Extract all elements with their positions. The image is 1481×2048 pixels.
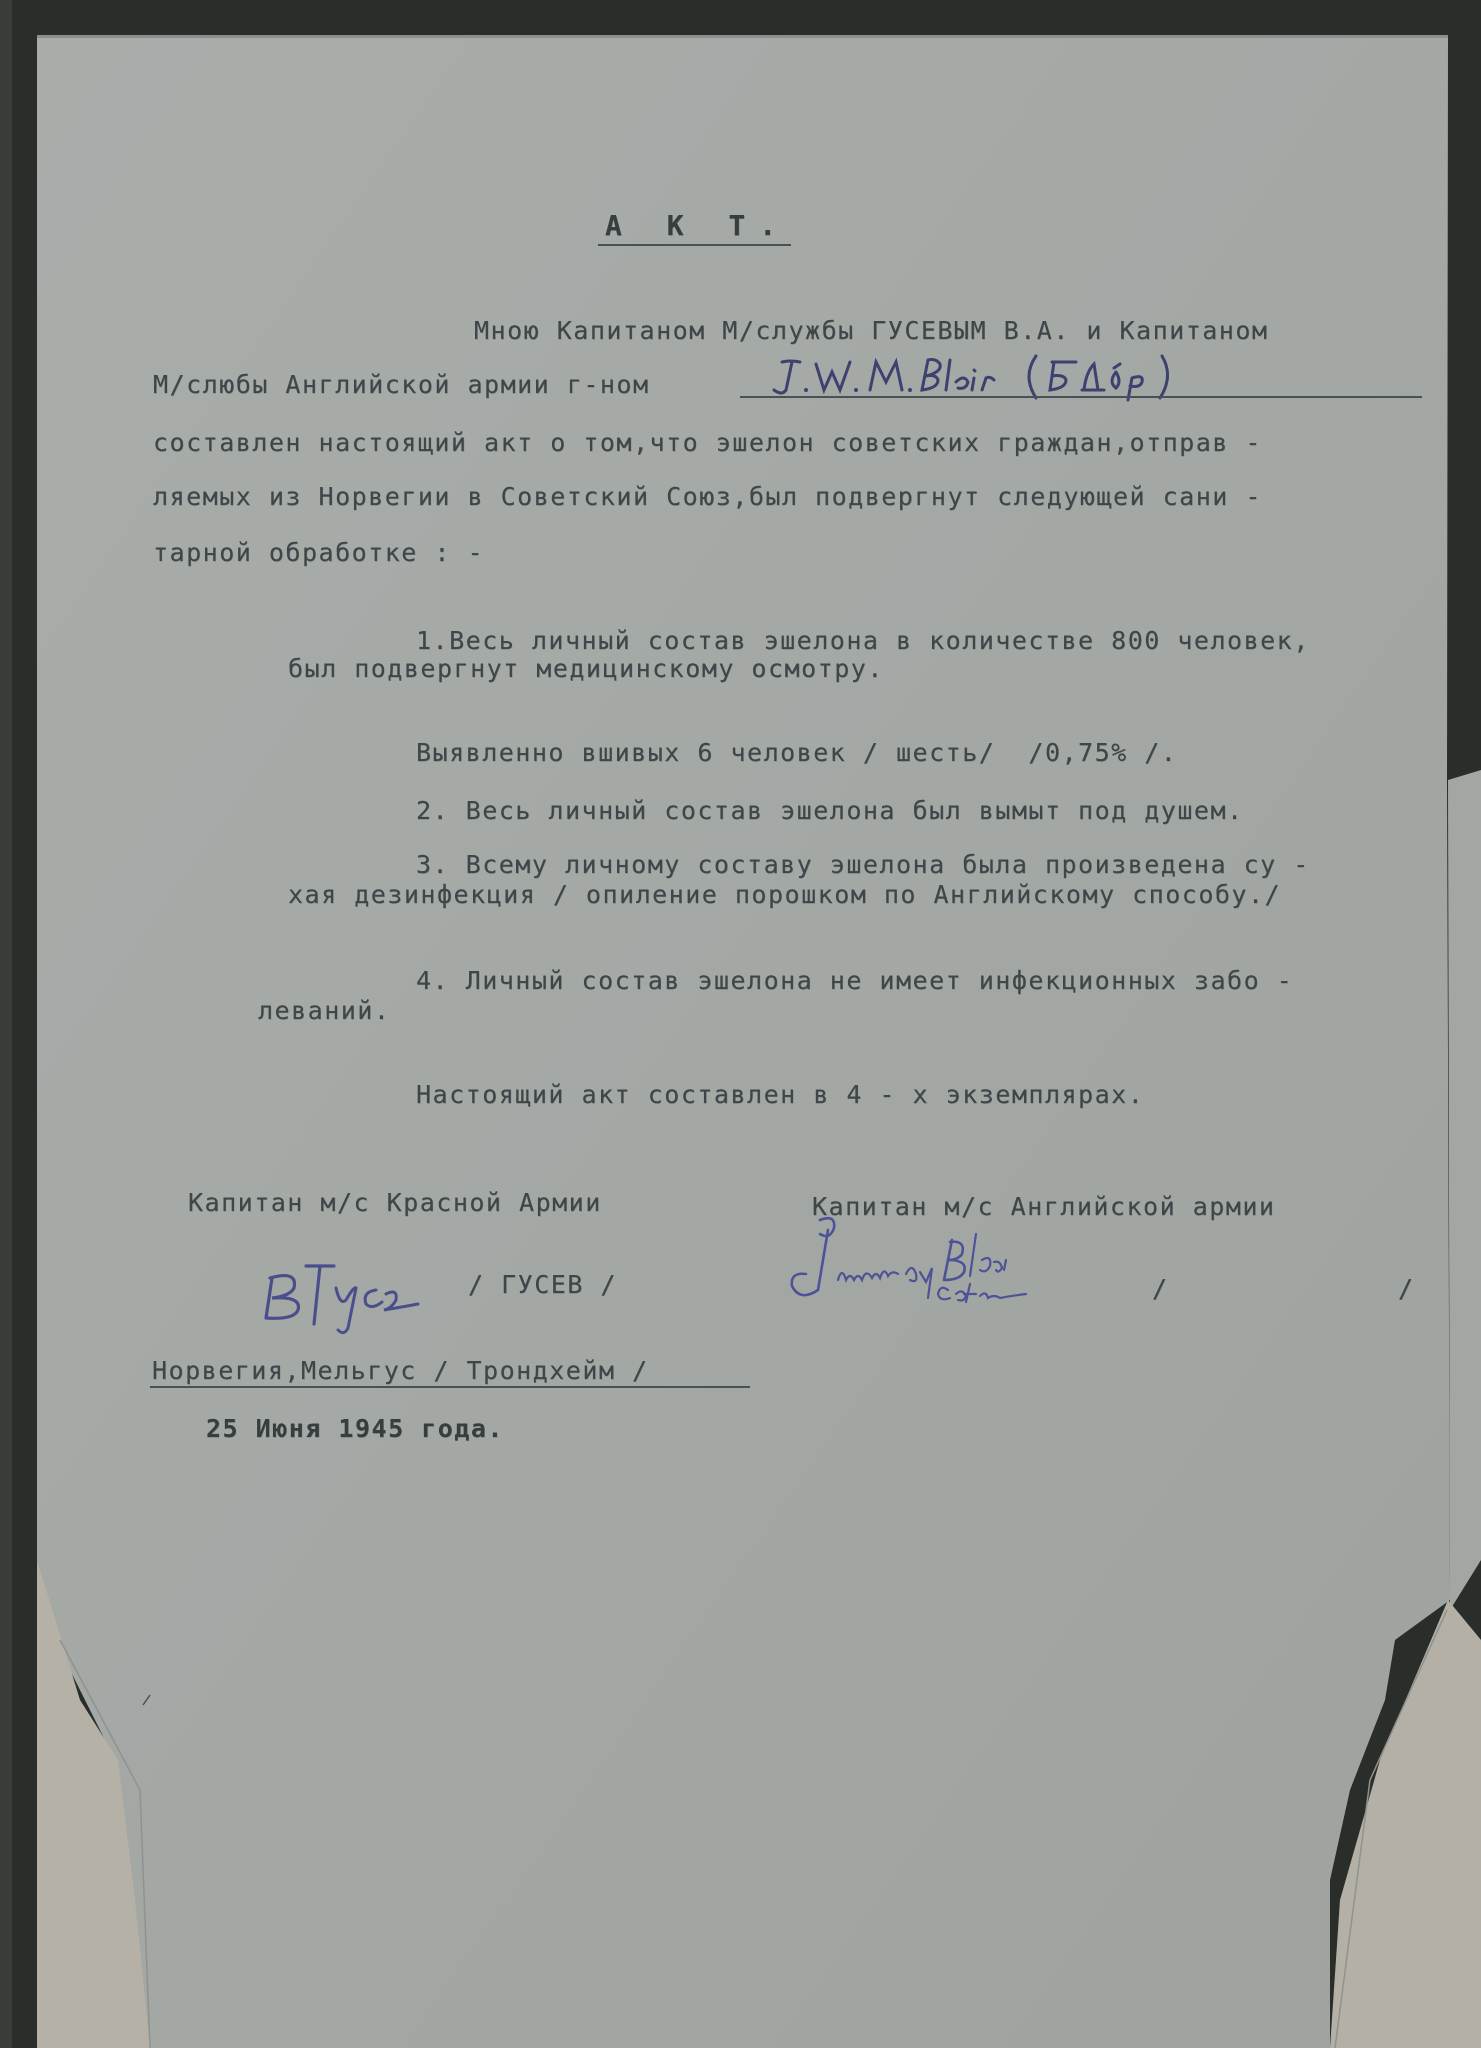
intro-line-5: тарной обработке : -	[153, 538, 485, 567]
handwritten-blair-name	[760, 352, 1240, 402]
place-line: Норвегия,Мельгус / Трондхейм /	[152, 1356, 649, 1385]
document-date: 25 Июня 1945 года.	[206, 1414, 504, 1443]
item-2: 2. Весь личный состав эшелона был вымыт под душем.	[416, 796, 1244, 825]
paper-right-strip	[1448, 770, 1481, 1610]
item-1-line-2: был подвергнут медицинскому осмотру.	[288, 654, 884, 683]
place-underline	[150, 1386, 750, 1388]
intro-line-1: Мною Капитаном М/службы ГУСЕВЫМ В.А. и Капитаном	[474, 316, 1269, 345]
signature-left-title: Капитан м/с Красной Армии	[188, 1188, 602, 1217]
title-underline	[598, 244, 791, 246]
signature-right-slash-2: /	[1398, 1274, 1415, 1303]
intro-line-2: М/слюбы Английской армии г-ном	[153, 370, 650, 399]
signature-right-title: Капитан м/с Английской армии	[812, 1192, 1276, 1221]
signature-gusev	[258, 1248, 438, 1338]
signature-left-name: / ГУСЕВ /	[468, 1270, 617, 1299]
document-title: А К Т.	[605, 209, 791, 242]
name-underline	[740, 396, 1422, 398]
item-4-line-1: 4. Личный состав эшелона не имеет инфекционных забо -	[416, 966, 1294, 995]
item-3-line-1: 3. Всему личному составу эшелона была произведена су -	[416, 850, 1310, 879]
item-4-line-2: леваний.	[258, 996, 391, 1025]
signature-right-slash-1: /	[1152, 1274, 1169, 1303]
intro-line-3: составлен настоящий акт о том,что эшелон советских граждан,отправ -	[153, 428, 1262, 457]
intro-line-4: ляемых из Норвегии в Советский Союз,был подвергнут следующей сани -	[153, 482, 1262, 511]
item-1-line-1: 1.Весь личный состав эшелона в количестве 800 человек,	[416, 626, 1310, 655]
item-1-line-3: Выявленно вшивых 6 человек / шесть/ /0,75% /.	[416, 738, 1178, 767]
item-3-line-2: хая дезинфекция / опиление порошком по Английскому способу./	[288, 880, 1282, 909]
copies-statement: Настоящий акт составлен в 4 - х экземплярах.	[416, 1080, 1145, 1109]
signature-blair	[780, 1210, 1060, 1320]
